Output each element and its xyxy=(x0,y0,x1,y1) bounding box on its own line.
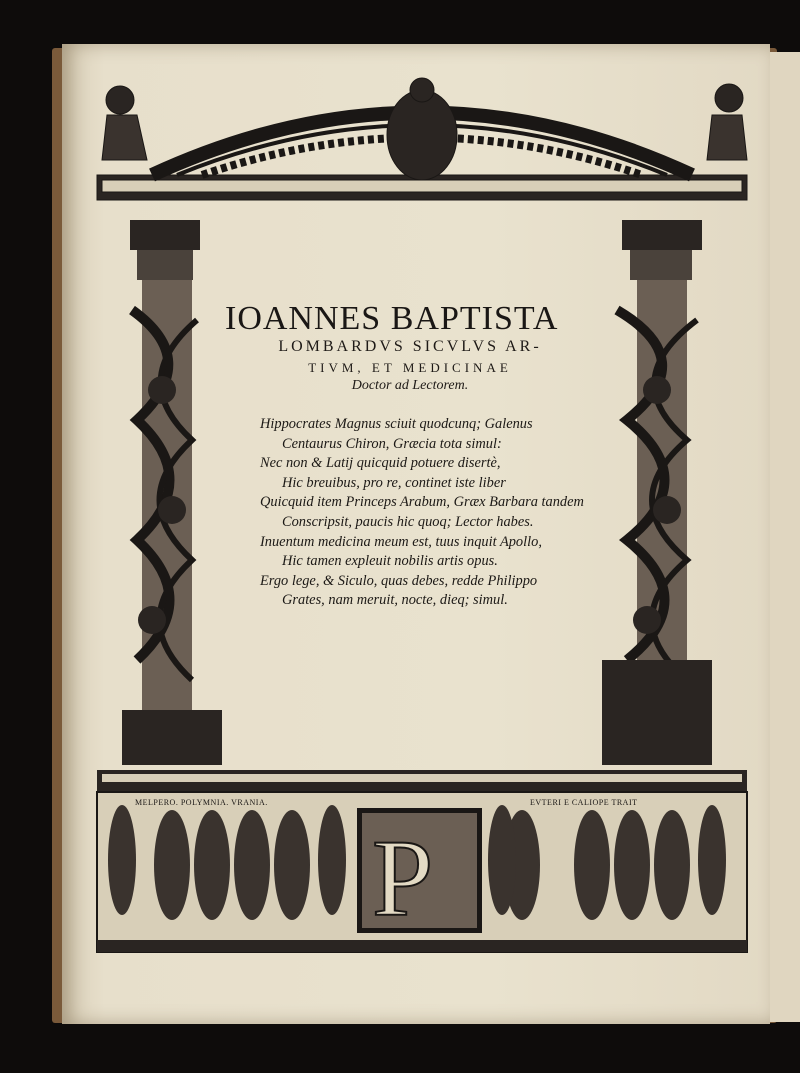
verse-line: Centaurus Chiron, Græcia tota simul: xyxy=(282,435,502,452)
verse-line: Inuentum medicina meum est, tuus inquit Apollo, xyxy=(260,533,542,550)
verse-line: Grates, nam meruit, nocte, dieq; simul. xyxy=(282,592,508,609)
subtitle-line-3: Doctor ad Lectorem. xyxy=(351,378,469,393)
facing-page-edge xyxy=(770,52,800,1022)
right-column xyxy=(602,220,712,765)
verse-line: Conscripsit, paucis hic quoq; Lector habes. xyxy=(282,513,534,530)
verse-line: Nec non & Latij quicquid potuere disertè, xyxy=(260,455,501,472)
verse-line: Hippocrates Magnus sciuit quodcunq; Galenus xyxy=(260,416,533,432)
page-title: IOANNES BAPTISTA xyxy=(225,300,559,337)
left-column xyxy=(122,220,222,765)
subtitle-line-2: TIVM, ET MEDICINAE xyxy=(308,360,512,375)
verse-line: Quicquid item Princeps Arabum, Græx Barbara tandem xyxy=(260,494,584,511)
verse-line: Ergo lege, & Siculo, quas debes, redde Philippo xyxy=(260,572,538,589)
woodcut-initial: P xyxy=(372,817,434,939)
verse-line: Hic breuibus, pro re, continet iste liber xyxy=(282,474,506,491)
subtitle-line-1: LOMBARDVS SICVLVS AR- xyxy=(278,338,542,355)
pediment xyxy=(97,78,747,200)
verse-line: Hic tamen expleuit nobilis artis opus. xyxy=(282,553,498,570)
woodcut-caption-right: EVTERI E CALIOPE TRAIT xyxy=(530,798,638,807)
woodcut-caption-left: MELPERO. POLYMNIA. VRANIA. xyxy=(135,798,268,807)
verse xyxy=(260,415,610,611)
